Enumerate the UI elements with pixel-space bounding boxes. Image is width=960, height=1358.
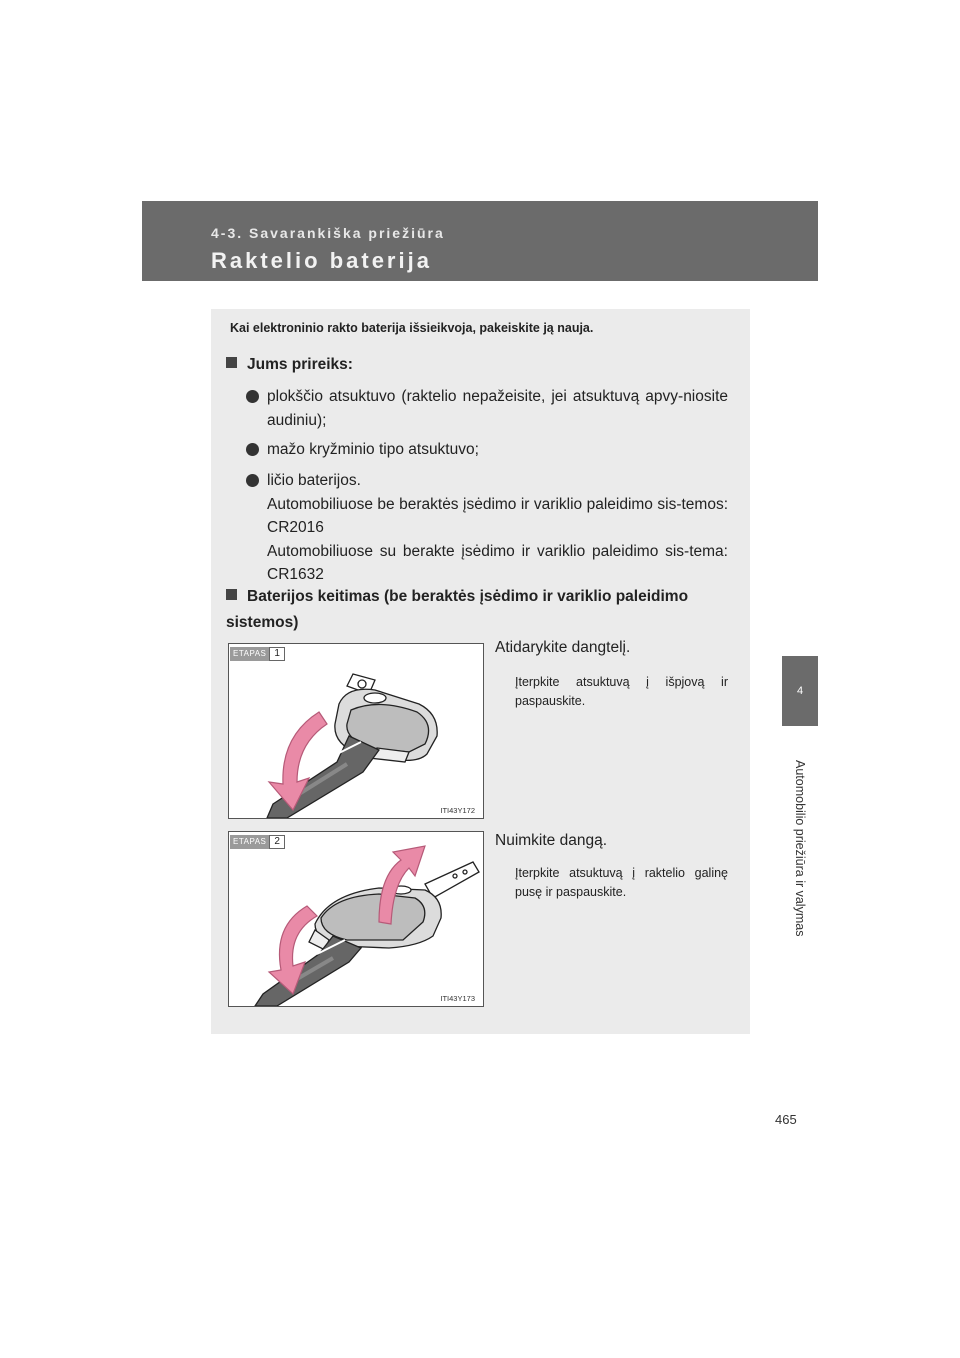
replacement-heading (226, 584, 731, 636)
chapter-side-label (780, 760, 820, 960)
square-bullet-icon (226, 589, 237, 600)
figure-code: ITI43Y173 (440, 994, 475, 1003)
battery-type-line: Automobiliuose be beraktės įsėdimo ir variklio paleidimo sis-temos: CR2016 (267, 495, 728, 536)
step-2-figure (228, 831, 484, 1007)
bullet-icon (246, 474, 259, 487)
page-title: Raktelio baterija (211, 248, 432, 273)
bullet-icon (246, 390, 259, 403)
step-badge-number: 2 (269, 835, 285, 849)
key-remove-cover-illustration (229, 832, 483, 1006)
step-2-description: Įterpkite atsuktuvą į raktelio galinę pusę ir paspauskite. (515, 866, 728, 899)
list-item-text: ličio baterijos. (267, 472, 361, 489)
chapter-side-label-text: Automobilio priežiūra ir valymas (793, 760, 807, 937)
step-badge (230, 835, 285, 849)
list-item-text: plokščio atsuktuvo (raktelio nepažeisite, jei atsuktuvą apvy-niosite audiniu); (267, 388, 728, 429)
step-2-title: Nuimkite dangą. (495, 832, 608, 849)
list-item (246, 469, 728, 587)
content-panel (211, 309, 750, 1034)
battery-type-line: Automobiliuose su berakte įsėdimo ir variklio paleidimo sis-tema: CR1632 (267, 542, 728, 583)
step-badge-label: ETAPAS (230, 647, 269, 661)
step-badge-number: 1 (269, 647, 285, 661)
section-label: 4-3. Savarankiška priežiūra (211, 225, 445, 241)
list-item (246, 438, 728, 462)
list-item-text: mažo kryžminio tipo atsuktuvo; (267, 441, 479, 458)
step-1-figure (228, 643, 484, 819)
intro-text: Kai elektroninio rakto baterija išsieikvoja, pakeiskite ją nauja. (230, 321, 594, 335)
key-open-cover-illustration (229, 644, 483, 818)
step-badge (230, 647, 285, 661)
chapter-tab: 4 (782, 656, 818, 726)
figure-code: ITI43Y172 (440, 806, 475, 815)
bullet-icon (246, 443, 259, 456)
page-number: 465 (775, 1112, 797, 1127)
square-bullet-icon (226, 357, 237, 368)
chapter-header (142, 201, 818, 281)
needs-heading (226, 352, 731, 378)
step-1-description: Įterpkite atsuktuvą į išpjovą ir paspauskite. (515, 675, 728, 708)
step-badge-label: ETAPAS (230, 835, 269, 849)
replacement-heading-text: Baterijos keitimas (be beraktės įsėdimo ir variklio paleidimo sistemos) (226, 588, 689, 631)
step-1-title: Atidarykite dangtelį. (495, 639, 631, 656)
list-item (246, 385, 728, 432)
needs-heading-text: Jums prireiks: (247, 356, 353, 373)
